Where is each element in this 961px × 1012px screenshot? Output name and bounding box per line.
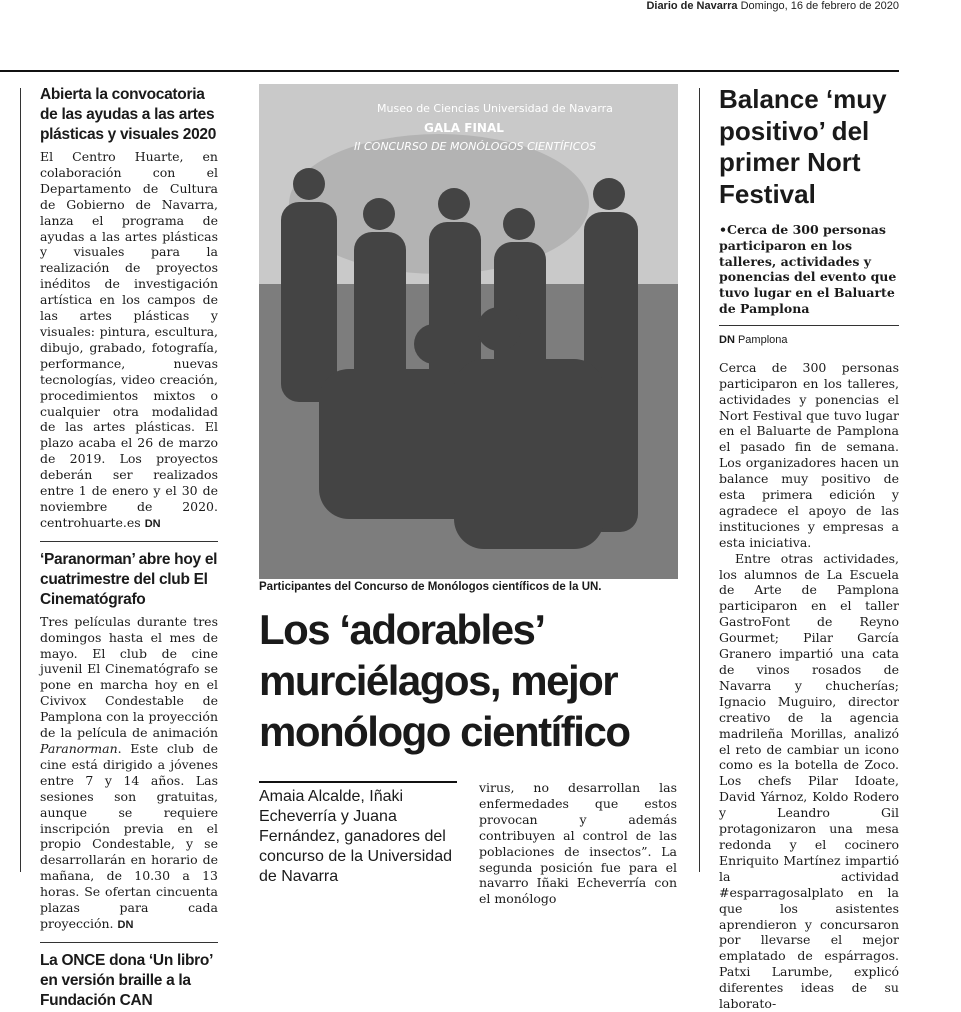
photo-illustration xyxy=(259,84,678,579)
right-headline: Balance ‘muy positivo’ del primer Nort Festival xyxy=(719,84,887,209)
story-headline: Abierta la convocatoria de las ayudas a las artes plásticas y visuales 2020 xyxy=(40,86,217,143)
film-title: Paranorman xyxy=(40,741,118,756)
right-column-rule xyxy=(699,88,700,872)
story-once xyxy=(40,951,218,1011)
issue-date: Domingo, 16 de febrero de 2020 xyxy=(740,0,899,12)
right-lead: •Cerca de 300 personas participaron en los talleres, actividades y ponencias del evento que tuvo lugar en el Baluarte de Pamplona xyxy=(719,222,897,316)
left-column-rule xyxy=(20,88,21,872)
main-headline: Los ‘adorables’ murciélagos, mejor monólogo científico xyxy=(259,606,630,755)
story-signature: DN xyxy=(144,517,161,530)
subhead-rule xyxy=(259,781,457,783)
right-paragraph: Entre otras actividades, los alumnos de La Escuela de Arte de Pamplona participaron en el taller GastroFont de Reyno Gourmet; Pilar García Granero impartió una cata de vinos rosados de Navarra y chucherías; Ignacio Muguiro, director creativo de la agencia madrileña Morillas, analizó el reto de cambiar un icono como es la botella de Zoco. Los chefs Pilar Idoate, David Yárnoz, Koldo Rodero y Leandro Gil protagonizaron una mesa redonda y el cocinero Enriquito Martínez impartió la actividad #esparragosalplato en la que los asistentes aprendieron y concursaron por llevarse el mejor emplatado de espárragos. Patxi Larumbe, explicó diferentes ideas de su laborato- xyxy=(719,550,899,1012)
right-paragraph: Cerca de 300 personas participaron en los talleres, actividades y ponencias el Nort Festival que tuvo lugar en el Baluarte de Pamplona el pasado fin de semana. Los organizadores hacen un balance muy positivo de esta primera edición y agradece el apoyo de las instituciones y empresas a esta iniciativa. xyxy=(719,359,899,550)
right-column xyxy=(719,84,899,1012)
main-subhead: Amaia Alcalde, Iñaki Echeverría y Juana Fernández, ganadores del concurso de la Universidad de Navarra xyxy=(259,788,452,885)
banner-text: Museo de Ciencias Universidad de Navarra xyxy=(377,102,613,115)
paper-name: Diario de Navarra xyxy=(646,0,738,12)
event-photo xyxy=(259,84,678,579)
top-rule xyxy=(0,70,899,72)
story-art-grants xyxy=(40,85,218,533)
story-divider xyxy=(40,942,218,943)
left-column xyxy=(40,85,218,1009)
byline-agency: DN xyxy=(719,333,735,346)
story-divider xyxy=(40,541,218,542)
story-paranorman xyxy=(40,550,218,934)
byline-place: Pamplona xyxy=(737,333,788,346)
banner-text: II CONCURSO DE MONÓLOGOS CIENTÍFICOS xyxy=(354,140,597,153)
byline xyxy=(719,334,899,346)
story-body xyxy=(40,614,218,934)
lead-divider xyxy=(719,325,899,326)
lead-text: Cerca de 300 personas participaron en los talleres, actividades y ponencias del evento que tuvo lugar en el Baluarte de Pamplona xyxy=(719,222,897,316)
main-story-column: virus, no desarrollan las enfermedades que estos provocan y además contribuyen al control de las poblaciones de insectos”. La segunda posición fue para el navarro Iñaki Echeverría con el monólogo xyxy=(479,780,677,907)
story-signature: DN xyxy=(117,918,134,931)
story-body-text: El Centro Huarte, en colaboración con el Departamento de Cultura de Gobierno de Navarra, lanza el programa de ayudas a las artes plásticas y visuales para la realización de proyectos inéditos de investigación artística en los campos de las artes plásticas y visuales: pintura, escultura, dibujo, grabado, fotografía, performance, nuevas tecnologías, video creación, procedimientos mixtos o cualquier otra modalidad de las artes plásticas. El plazo acaba el 26 de marzo de 2019. Los proyectos deberán ser realizados entre 1 de enero y el 30 de noviembre de 2020. centrohuarte.es xyxy=(40,149,218,530)
story-body xyxy=(40,149,218,533)
story-body-text: Tres películas durante tres domingos hasta el mes de mayo. El club de cine juvenil El Cinematógrafo se pone en marcha hoy en el Civivox Condestable de Pamplona con la proyección de la película de animación xyxy=(40,613,218,741)
story-headline: La ONCE dona ‘Un libro’ en versión braille a la Fundación CAN xyxy=(40,951,213,1009)
photo-caption: Participantes del Concurso de Monólogos científicos de la UN. xyxy=(259,581,602,593)
story-body-text: . Este club de cine está dirigido a jóvenes entre 7 y 14 años. Las sesiones son gratuitas, aunque se requiere inscripción previa en el propio Condestable, y se desarrollarán en horario de mañana, de 10.30 a 13 horas. Se ofertan cincuenta plazas para cada proyección. xyxy=(40,741,218,931)
page-header xyxy=(646,0,899,12)
banner-text: GALA FINAL xyxy=(424,121,504,135)
story-headline: ‘Paranorman’ abre hoy el cuatrimestre del club El Cinematógrafo xyxy=(40,550,218,608)
